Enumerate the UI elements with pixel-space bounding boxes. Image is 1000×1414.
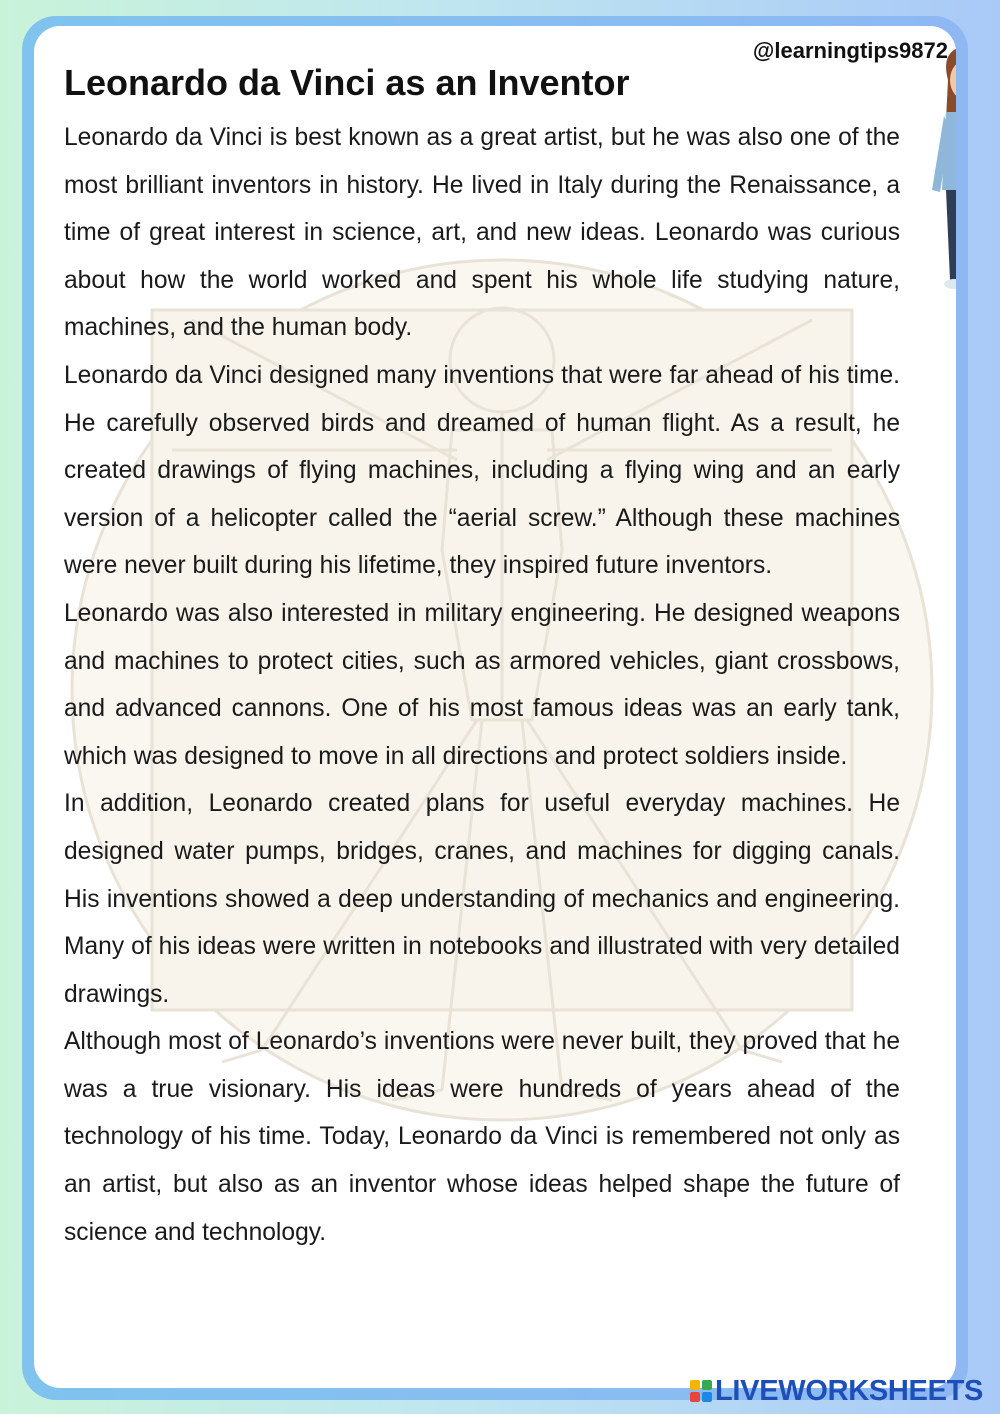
paragraph: Although most of Leonardo’s inventions were never built, they proved that he was a true visionary. His ideas were hundreds of years ahead of the technology of his time. Today, Leonardo da Vinci is remembered not only as an artist, but also as an inventor whose ideas helped shape the future of science and technology. — [64, 1028, 900, 1246]
worksheet-page — [34, 26, 956, 1388]
liveworksheets-logo-icon — [690, 1380, 712, 1402]
liveworksheets-brand[interactable] — [690, 1374, 983, 1408]
paragraph: Leonardo was also interested in military engineering. He designed weapons and machines to protect cities, such as armored vehicles, giant crossbows, and advanced cannons. One of his most famous ideas was an early tank, which was designed to move in all directions and protect soldiers inside. — [64, 599, 900, 770]
brand-name: LIVEWORKSHEETS — [715, 1374, 984, 1407]
article-body — [64, 114, 900, 1256]
paragraph: Leonardo da Vinci designed many inventions that were far ahead of his time. He carefully observed birds and dreamed of human flight. As a result, he created drawings of flying machines, including a flying wing and an early version of a helicopter called the “aerial screw.” Although these machines were never built during his lifetime, they inspired future inventors. — [64, 361, 900, 580]
article-title: Leonardo da Vinci as an Inventor — [64, 62, 630, 103]
paragraph: Leonardo da Vinci is best known as a great artist, but he was also one of the most brilliant inventors in history. He lived in Italy during the Renaissance, a time of great interest in science, art, and new ideas. Leonardo was curious about how the world worked and spent his whole life studying nature, machines, and the human body. — [64, 124, 900, 342]
paragraph: In addition, Leonardo created plans for useful everyday machines. He designed water pumps, bridges, cranes, and machines for digging canals. His inventions showed a deep understanding of mechanics and engineering. Many of his ideas were written in notebooks and illustrated with very detailed drawings. — [64, 790, 900, 1008]
author-handle: @learningtips9872 — [752, 38, 948, 63]
